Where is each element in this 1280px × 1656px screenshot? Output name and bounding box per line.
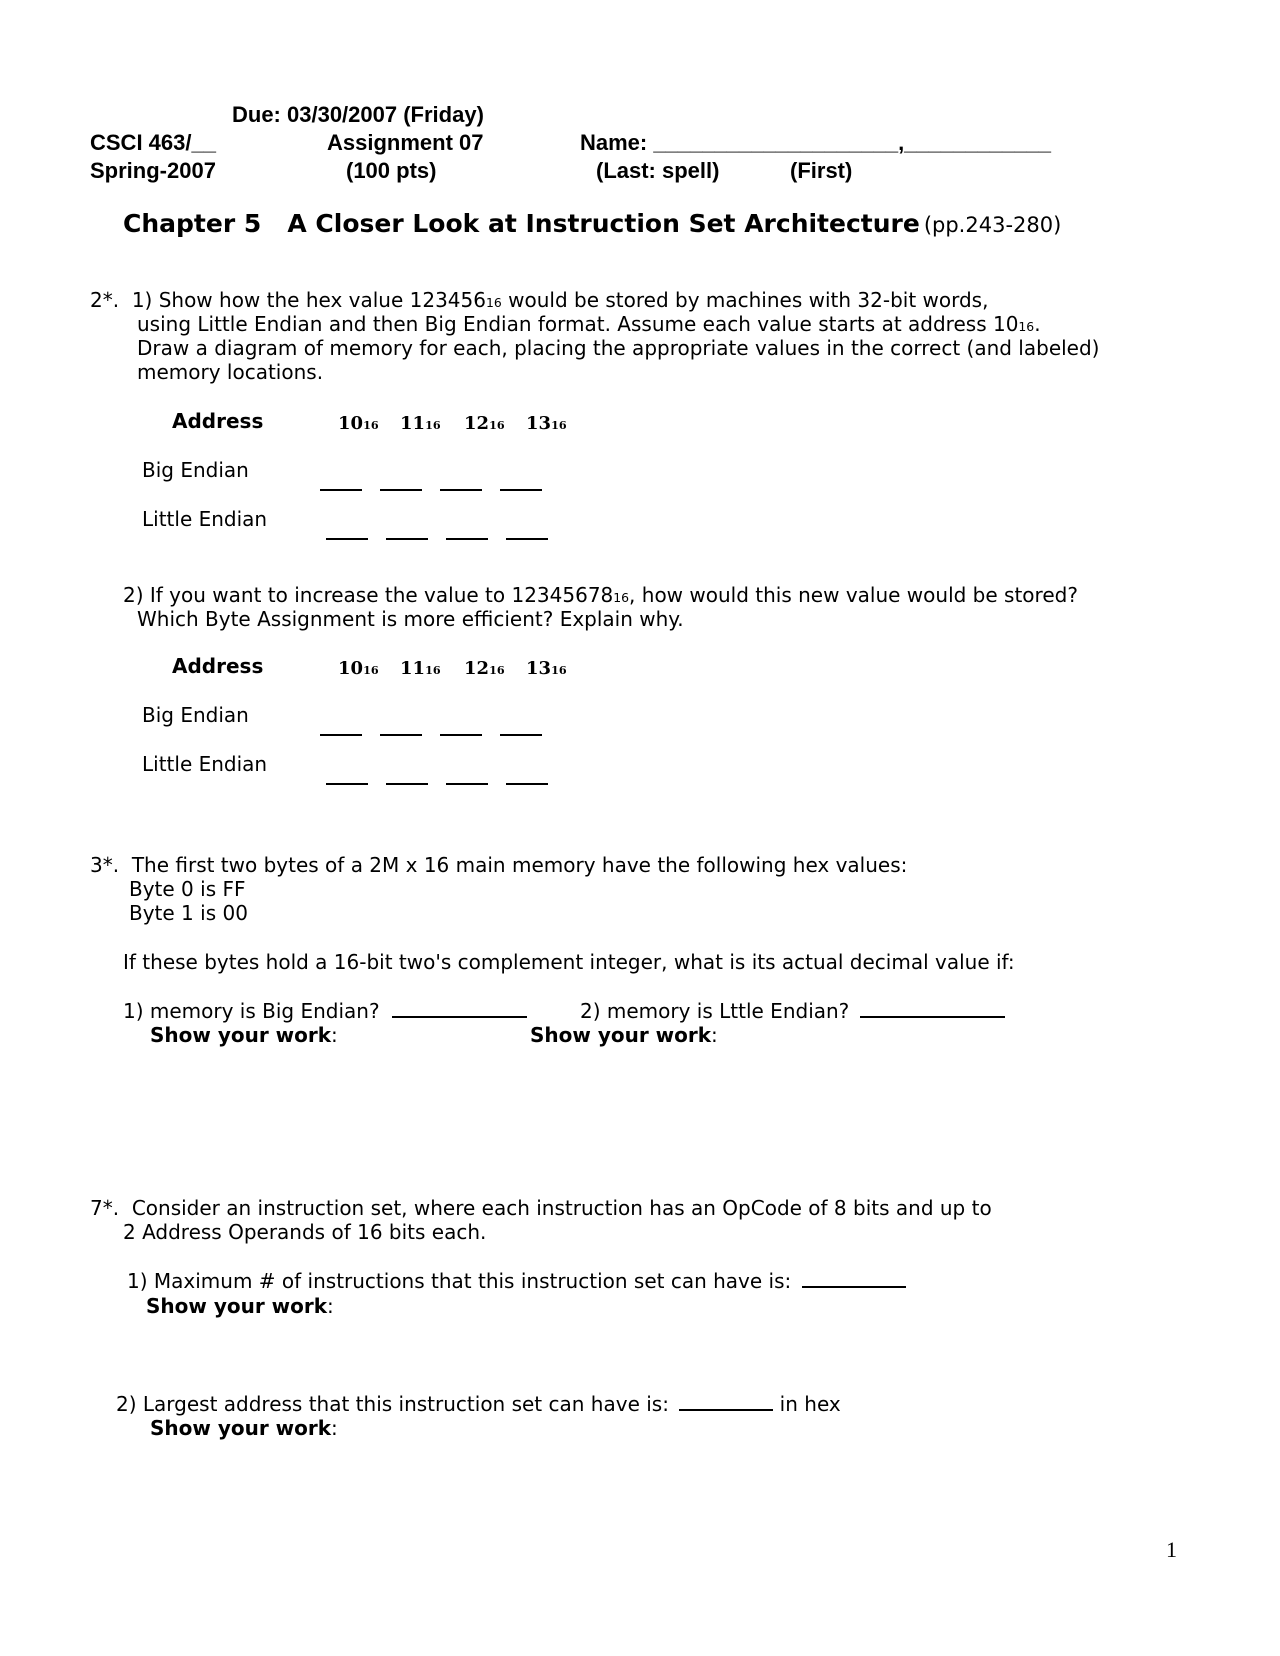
blank-line	[446, 782, 488, 785]
address-value: 13	[526, 413, 552, 434]
q3-line1	[90, 853, 907, 877]
q3-show-work-2	[530, 1023, 718, 1047]
q2-text-b: would be stored by machines with 32-bit words,	[501, 288, 989, 312]
blank-line	[326, 782, 368, 785]
first-name-hint: (First)	[790, 158, 853, 183]
big-endian-label: Big Endian	[142, 458, 249, 482]
q7-text: Consider an instruction set, where each instruction has an OpCode of 8 bits and up to	[131, 1196, 992, 1220]
address-10	[338, 413, 379, 434]
q2-line4: memory locations.	[137, 360, 324, 384]
q7-answer1	[127, 1269, 906, 1293]
points: (100 pts)	[346, 158, 437, 183]
blank-line	[500, 488, 542, 491]
blank-line	[506, 782, 548, 785]
little-endian-blanks-2	[326, 772, 548, 790]
q2-line2-subscript: 16	[1018, 319, 1035, 334]
colon: :	[331, 1416, 338, 1440]
address-11-b	[400, 658, 441, 679]
address-11	[400, 413, 441, 434]
q7-number: 7*.	[90, 1196, 120, 1220]
q3-byte1: Byte 1 is 00	[129, 901, 248, 925]
q3-answer1	[123, 999, 527, 1023]
q2-line1	[90, 288, 988, 312]
blank-line	[500, 733, 542, 736]
little-endian-label-2: Little Endian	[142, 752, 268, 776]
show-work-label: Show your work	[150, 1023, 332, 1047]
address-header-2: Address	[172, 654, 264, 678]
blank-line	[440, 733, 482, 736]
page-number: 1	[1166, 1537, 1177, 1562]
colon: :	[327, 1294, 334, 1318]
q3-answer2-label: 2) memory is Lttle Endian?	[580, 999, 850, 1023]
address-subscript: 16	[489, 664, 505, 677]
address-subscript: 16	[489, 419, 505, 432]
due-date: Due: 03/30/2007 (Friday)	[232, 102, 484, 127]
q2-number: 2*.	[90, 288, 120, 312]
q2-part2-line1	[123, 583, 1078, 607]
q7-show-work-2	[150, 1416, 338, 1440]
chapter-heading	[123, 209, 1061, 238]
address-subscript: 16	[363, 419, 379, 432]
term: Spring-2007	[90, 158, 216, 183]
blank-line	[320, 488, 362, 491]
address-value: 13	[526, 658, 552, 679]
q2-subscript: 16	[485, 295, 502, 310]
last-name-hint: (Last: spell)	[596, 158, 720, 183]
q7-line2: 2 Address Operands of 16 bits each.	[123, 1220, 487, 1244]
address-subscript: 16	[551, 419, 567, 432]
address-subscript: 16	[363, 664, 379, 677]
little-endian-blanks	[326, 527, 548, 545]
q3-number: 3*.	[90, 853, 120, 877]
q7-show-work-1	[146, 1294, 334, 1318]
answer-blank	[802, 1285, 906, 1288]
address-subscript: 16	[425, 419, 441, 432]
q3-show-work-1	[150, 1023, 338, 1047]
blank-line	[320, 733, 362, 736]
show-work-label: Show your work	[146, 1294, 328, 1318]
answer-blank	[679, 1408, 773, 1411]
q7-answer2	[116, 1392, 841, 1416]
blank-line	[380, 733, 422, 736]
q3-answer1-label: 1) memory is Big Endian?	[123, 999, 380, 1023]
q3-text: The first two bytes of a 2M x 16 main memory have the following hex values:	[131, 853, 908, 877]
name-field: Name: ____________________,____________	[580, 130, 1052, 155]
course-id: CSCI 463/__	[90, 130, 216, 155]
q2-part2-subscript: 16	[613, 590, 630, 605]
address-13	[526, 413, 567, 434]
show-work-label: Show your work	[150, 1416, 332, 1440]
q2-text-a: 1) Show how the hex value 123456	[131, 288, 486, 312]
q2-part2-end: , how would this new value would be stored?	[629, 583, 1078, 607]
answer-blank	[392, 1015, 527, 1018]
q7-answer2-label: 2) Largest address that this instruction set can have is:	[116, 1392, 669, 1416]
address-value: 12	[464, 658, 490, 679]
address-value: 11	[400, 413, 426, 434]
address-subscript: 16	[551, 664, 567, 677]
q2-line2-text: using Little Endian and then Big Endian format. Assume each value starts at address 10	[137, 312, 1019, 336]
q7-line1	[90, 1196, 992, 1220]
colon: :	[331, 1023, 338, 1047]
blank-line	[446, 537, 488, 540]
q2-part2-line2: Which Byte Assignment is more efficient? Explain why.	[137, 607, 684, 631]
q2-line2-end: .	[1034, 312, 1041, 336]
address-value: 11	[400, 658, 426, 679]
blank-line	[386, 537, 428, 540]
colon: :	[711, 1023, 718, 1047]
big-endian-blanks-2	[320, 723, 542, 741]
big-endian-blanks	[320, 478, 542, 496]
q7-answer1-label: 1) Maximum # of instructions that this instruction set can have is:	[127, 1269, 792, 1293]
address-13-b	[526, 658, 567, 679]
chapter-title: Chapter 5 A Closer Look at Instruction Set Architecture	[123, 209, 920, 238]
blank-line	[326, 537, 368, 540]
q2-line3: Draw a diagram of memory for each, placing the appropriate values in the correct (and labeled)	[137, 336, 1100, 360]
q2-part2-text: 2) If you want to increase the value to 12345678	[123, 583, 614, 607]
q3-byte0: Byte 0 is FF	[129, 877, 246, 901]
address-header: Address	[172, 409, 264, 433]
q3-question: If these bytes hold a 16-bit two's complement integer, what is its actual decimal value if:	[123, 950, 1015, 974]
address-10-b	[338, 658, 379, 679]
show-work-label: Show your work	[530, 1023, 712, 1047]
big-endian-label-2: Big Endian	[142, 703, 249, 727]
q2-line2	[137, 312, 1041, 336]
chapter-pages: (pp.243-280)	[923, 213, 1062, 237]
answer-blank	[860, 1015, 1005, 1018]
address-subscript: 16	[425, 664, 441, 677]
q3-answer2	[580, 999, 1005, 1023]
address-value: 10	[338, 658, 364, 679]
blank-line	[506, 537, 548, 540]
address-value: 12	[464, 413, 490, 434]
address-value: 10	[338, 413, 364, 434]
address-12-b	[464, 658, 505, 679]
address-12	[464, 413, 505, 434]
blank-line	[380, 488, 422, 491]
assignment-label: Assignment 07	[327, 130, 484, 155]
little-endian-label: Little Endian	[142, 507, 268, 531]
q7-answer2-suffix: in hex	[779, 1392, 841, 1416]
blank-line	[386, 782, 428, 785]
blank-line	[440, 488, 482, 491]
